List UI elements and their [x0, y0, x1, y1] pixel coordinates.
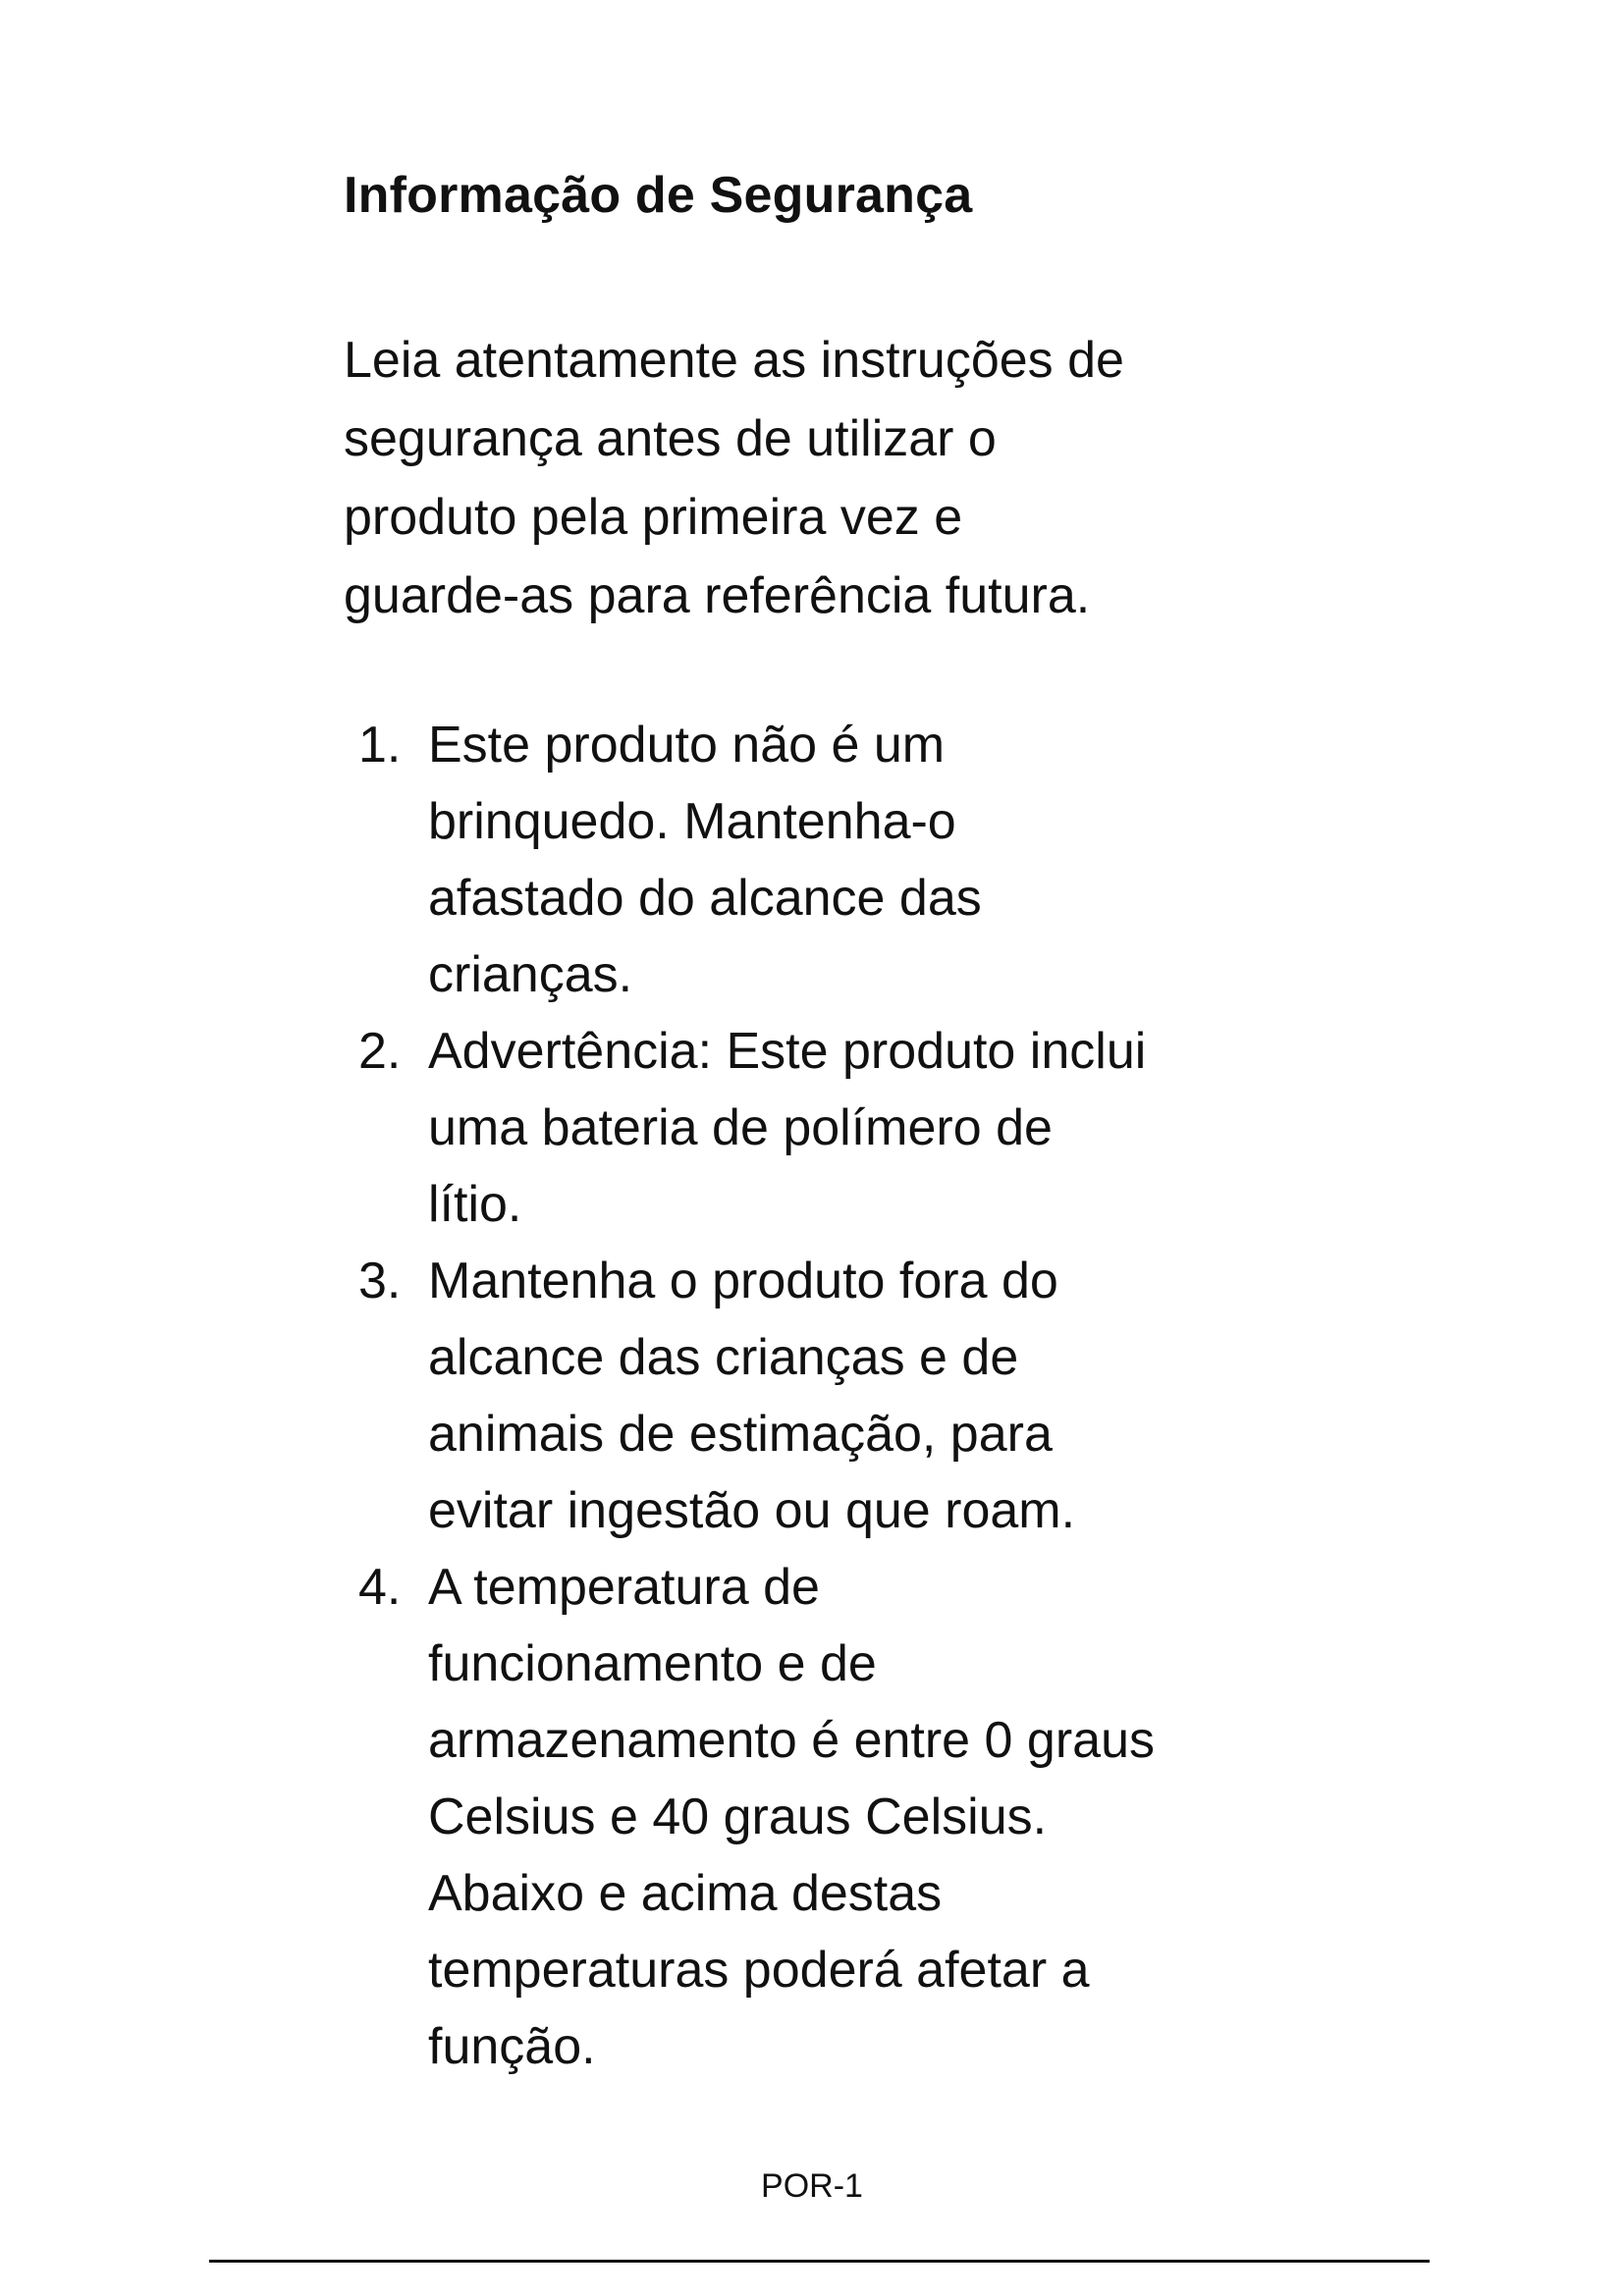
list-item-line: Abaixo e acima destas — [428, 1865, 943, 1922]
intro-line: Leia atentamente as instruções de — [344, 332, 1124, 389]
list-item-line: temperaturas poderá afetar a — [428, 1942, 1090, 1999]
list-item-number: 2. — [358, 1023, 402, 1080]
list-item-text — [428, 1013, 1326, 1243]
intro-line: guarde-as para referência futura. — [344, 567, 1091, 624]
list-item-line: Mantenha o produto fora do — [428, 1253, 1058, 1309]
page-number: POR-1 — [761, 2167, 863, 2205]
footer-divider — [209, 2260, 1430, 2263]
list-item-line: função. — [428, 2018, 596, 2075]
intro-line: produto pela primeira vez e — [344, 489, 963, 546]
list-item — [344, 707, 1326, 1013]
list-item-line: evitar ingestão ou que roam. — [428, 1482, 1076, 1539]
safety-instructions-list — [344, 707, 1326, 2085]
list-item-line: brinquedo. Mantenha-o — [428, 793, 956, 850]
list-item-text — [428, 1243, 1326, 1549]
list-item-text — [428, 707, 1326, 1013]
list-item-line: armazenamento é entre 0 graus — [428, 1712, 1155, 1769]
list-item-line: Advertência: Este produto inclui — [428, 1023, 1147, 1080]
list-item-line: animais de estimação, para — [428, 1406, 1053, 1463]
list-item-line: funcionamento e de — [428, 1635, 877, 1692]
list-item — [344, 1243, 1326, 1549]
list-item-text — [428, 1549, 1326, 2085]
list-item-line: Celsius e 40 graus Celsius. — [428, 1789, 1048, 1845]
list-item-line: lítio. — [428, 1176, 522, 1233]
page-title: Informação de Segurança — [344, 167, 973, 224]
list-item-number: 1. — [358, 717, 402, 774]
list-item-number: 3. — [358, 1253, 402, 1309]
list-item — [344, 1013, 1326, 1243]
intro-paragraph — [344, 321, 1326, 635]
list-item-line: afastado do alcance das — [428, 870, 982, 927]
list-item-line: Este produto não é um — [428, 717, 946, 774]
list-item — [344, 1549, 1326, 2085]
intro-line: segurança antes de utilizar o — [344, 410, 997, 467]
list-item-number: 4. — [358, 1559, 402, 1616]
list-item-line: alcance das crianças e de — [428, 1329, 1019, 1386]
list-item-line: A temperatura de — [428, 1559, 820, 1616]
list-item-line: uma bateria de polímero de — [428, 1099, 1053, 1156]
list-item-line: crianças. — [428, 946, 633, 1003]
